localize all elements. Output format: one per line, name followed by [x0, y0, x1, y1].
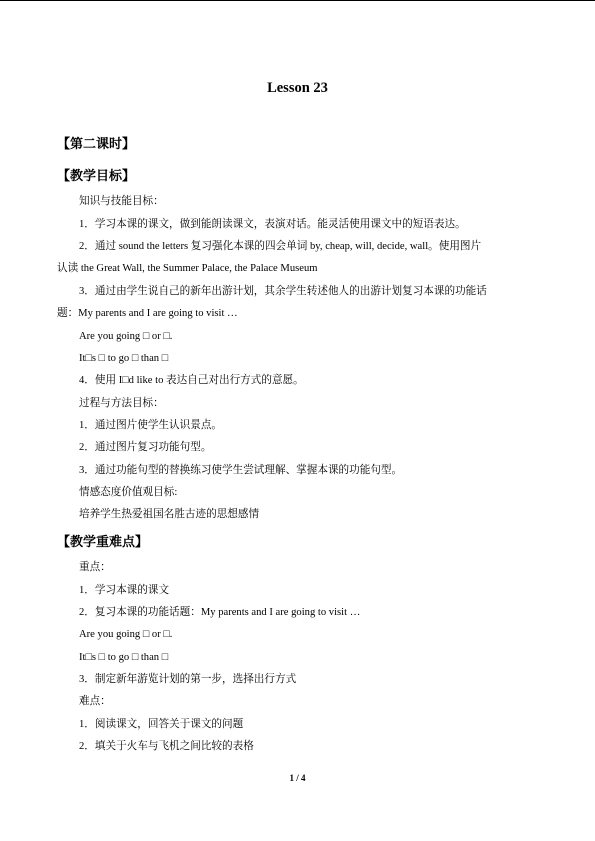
section-heading-period: 【第二课时】	[57, 136, 136, 151]
page-number: 1 / 4	[289, 773, 306, 783]
keypoint-line: 重点：	[79, 562, 111, 573]
goal-line: 3．通过功能句型的替换练习使学生尝试理解、掌握本课的功能句型。	[79, 465, 403, 476]
goal-line: 2．通过图片复习功能句型。	[79, 442, 212, 453]
keypoint-line: 1．阅读课文，回答关于课文的问题	[79, 719, 244, 730]
goal-line: 1．通过图片使学生认识景点。	[79, 420, 223, 431]
keypoint-line: 2．复习本课的功能话题：My parents and I are going to visit …	[79, 607, 361, 618]
goal-line: Are you going □ or □.	[79, 331, 173, 342]
goal-line: 知识与技能目标：	[79, 196, 164, 207]
goal-line: 过程与方法目标：	[79, 398, 164, 409]
keypoint-line: 1．学习本课的课文	[79, 585, 170, 596]
goal-line: 4．使用 I□d like to 表达自己对出行方式的意愿。	[79, 375, 304, 386]
keypoint-line: 3．制定新年游览计划的第一步，选择出行方式	[79, 674, 297, 685]
page-title: Lesson 23	[267, 80, 328, 96]
keypoint-line: It□s □ to go □ than □	[79, 652, 169, 663]
goal-line: 认读 the Great Wall, the Summer Palace, the Palace Museum	[57, 263, 318, 274]
goal-line: 题：My parents and I are going to visit …	[57, 308, 238, 319]
goal-line: It□s □ to go □ than □	[79, 353, 169, 364]
goal-line: 1．学习本课的课文，做到能朗读课文，表演对话。能灵活使用课文中的短语表达。	[79, 219, 466, 230]
section-heading-goals: 【教学目标】	[57, 168, 136, 183]
goal-line: 培养学生热爱祖国名胜古迹的思想感情	[79, 509, 260, 520]
section-heading-keypoints: 【教学重难点】	[57, 534, 149, 549]
keypoint-line: Are you going □ or □.	[79, 629, 173, 640]
keypoint-line: 难点：	[79, 696, 111, 707]
goal-line: 情感态度价值观目标:	[79, 487, 178, 498]
goal-line: 2．通过 sound the letters 复习强化本课的四会单词 by, cheap, will, decide, wall。使用图片	[79, 241, 482, 252]
keypoint-line: 2．填关于火车与飞机之间比较的表格	[79, 741, 254, 752]
goal-line: 3．通过由学生说自己的新年出游计划，其余学生转述他人的出游计划复习本课的功能话	[79, 286, 487, 297]
header-rule	[0, 0, 595, 1]
